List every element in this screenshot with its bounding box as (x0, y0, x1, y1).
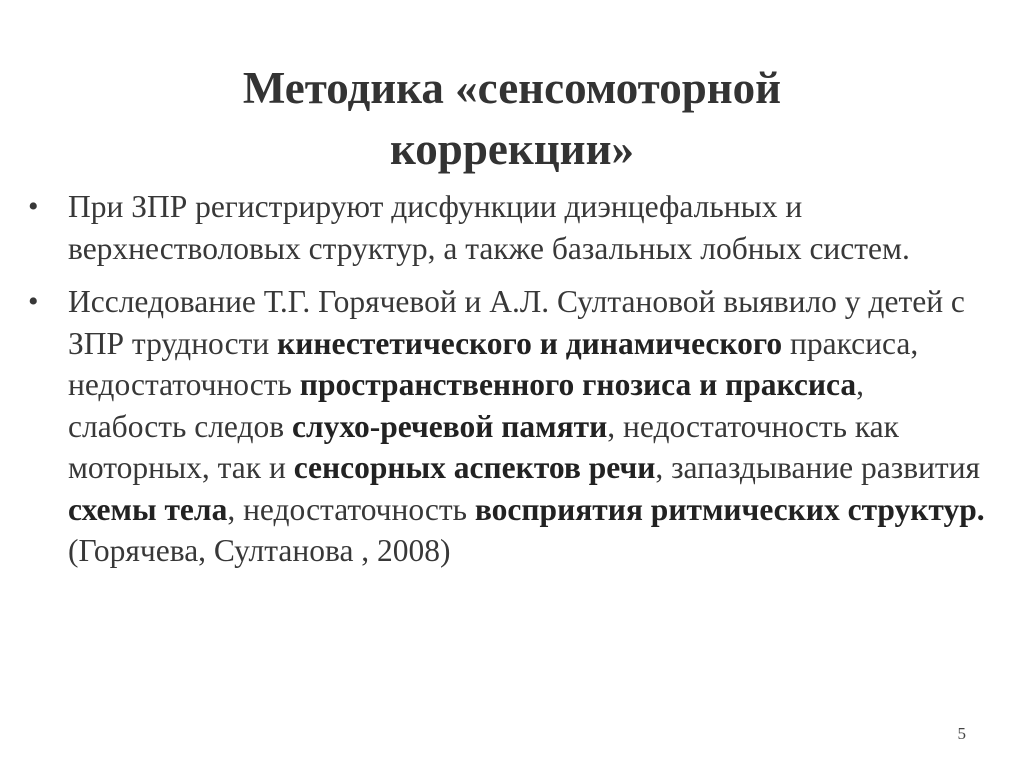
slide-title (0, 58, 1024, 180)
emphasis-sensory-speech-aspects: сенсорных аспектов речи (293, 450, 656, 485)
text-run: , недостаточность как моторных, так и (68, 408, 899, 485)
bullet-marker: • (28, 190, 39, 223)
emphasis-body-schema: схемы тела (68, 491, 228, 527)
text-run: , недостаточность (227, 491, 475, 527)
bullet-marker: • (28, 285, 39, 318)
text-run: праксиса, недостаточность (68, 325, 919, 402)
emphasis-auditory-speech-memory: слухо-речевой памяти (292, 408, 608, 444)
slide-title-line2: коррекции» (389, 124, 635, 175)
bullet-item-2-text (68, 284, 985, 568)
bullet-item-2 (26, 281, 986, 572)
text-run: , слабость следов (68, 367, 865, 444)
text-run: Исследование Т.Г. Горячевой и А.Л. Султановой выявило у детей с ЗПР трудности (68, 284, 965, 361)
slide-number: 5 (957, 724, 966, 743)
bullet-item-1 (26, 186, 986, 269)
slide-title-line1: Методика «сенсомоторной (242, 63, 782, 114)
citation: (Горячева, Султанова , 2008) (68, 533, 451, 568)
emphasis-rhythmic-perception: восприятия ритмических структур. (474, 491, 985, 527)
emphasis-spatial-gnosis: пространственного гнозиса и праксиса (299, 367, 857, 402)
emphasis-kinesthetic-dynamic: кинестетического и динамического (277, 325, 783, 361)
text-run: , запаздывание развития (655, 450, 981, 485)
bullet-list (26, 186, 986, 572)
bullet-item-1-text: При ЗПР регистрируют дисфункции диэнцефальных и верхнестволовых структур, а также базальных лобных систем. (68, 189, 910, 266)
